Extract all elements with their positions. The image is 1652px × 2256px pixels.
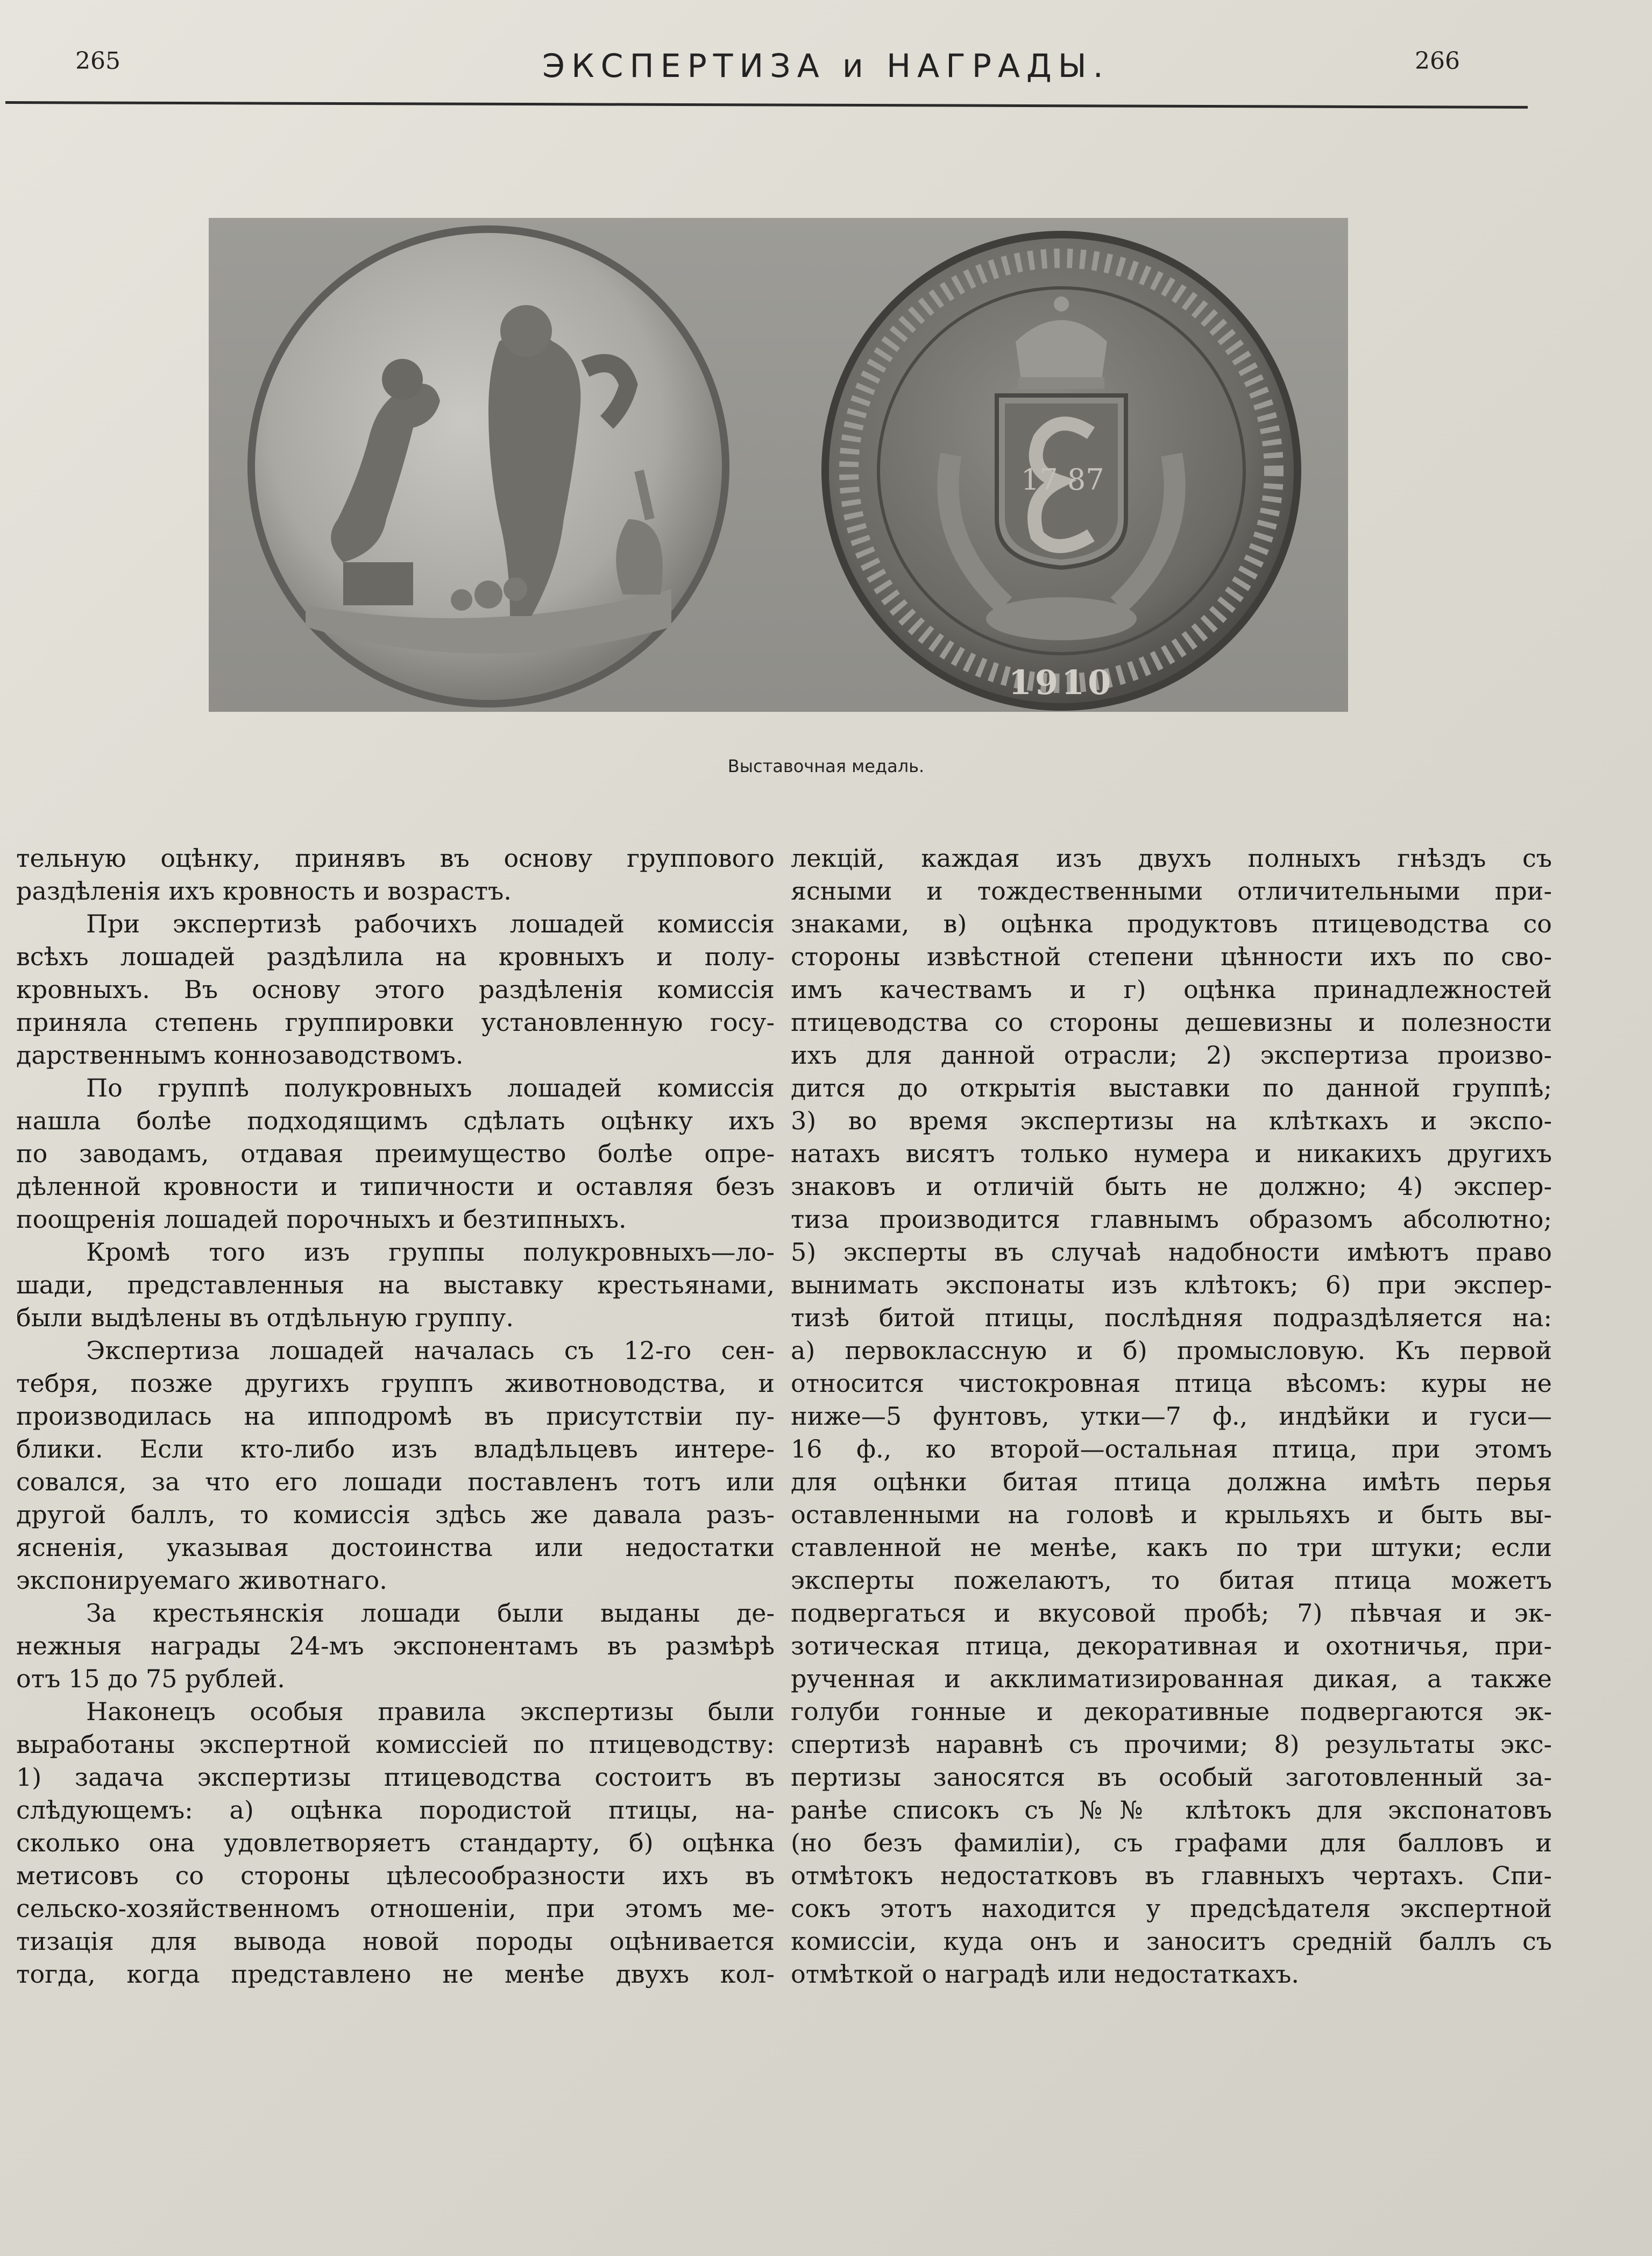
text-line: рученная и акклиматизированная дикая, а также [791, 1664, 1552, 1693]
text-line: для оцѣнки битая птица должна имѣть перья [791, 1467, 1552, 1496]
text-line: стороны извѣстной степени цѣнности ихъ по сво- [791, 942, 1552, 971]
text-line: тизація для вывода новой породы оцѣнивается [16, 1927, 775, 1956]
medal-reverse [821, 231, 1301, 711]
text-line: кровныхъ. Въ основу этого раздѣленія комиссія [16, 975, 775, 1004]
text-line: тизѣ битой птицы, послѣдняя подраздѣляется на: [791, 1303, 1552, 1332]
text-line: При экспертизѣ рабочихъ лошадей комиссія [86, 909, 775, 938]
text-line: тебря, позже другихъ группъ животноводства, и [16, 1369, 775, 1398]
text-line: спертизѣ наравнѣ съ прочими; 8) результаты экс- [791, 1730, 1552, 1759]
medal-date: 1910 [1008, 663, 1115, 702]
text-line: поощренія лошадей порочныхъ и безтипныхъ. [16, 1205, 627, 1234]
text-line: тиза производится главнымъ образомъ абсолютно; [791, 1205, 1552, 1234]
right-text-column [791, 842, 1552, 1991]
text-line: нашла болѣе подходящимъ сдѣлать оцѣнку ихъ [16, 1106, 775, 1135]
text-line: Наконецъ особыя правила экспертизы были [86, 1697, 775, 1726]
text-line: выработаны экспертной комиссіей по птицеводству: [16, 1730, 775, 1759]
text-line: сколько она удовлетворяетъ стандарту, б) оцѣнка [16, 1828, 775, 1857]
text-line: всѣхъ лошадей раздѣлила на кровныхъ и полу- [16, 942, 775, 971]
text-line: За крестьянскія лошади были выданы де- [86, 1599, 775, 1628]
text-line: ставленной не менѣе, какъ по три штуки; если [791, 1533, 1552, 1562]
text-line: По группѣ полукровныхъ лошадей комиссія [86, 1073, 775, 1102]
running-title: ЭКСПЕРТИЗА и НАГРАДЫ. [542, 47, 1110, 85]
text-line: тогда, когда представлено не менѣе двухъ кол- [16, 1960, 775, 1989]
text-line: пертизы заносятся въ особый заготовленный за- [791, 1763, 1552, 1792]
text-line: производилась на ипподромѣ въ присутствіи пу- [16, 1402, 775, 1431]
text-line: по заводамъ, отдавая преимущество болѣе опре- [16, 1139, 775, 1168]
text-line: приняла степень группировки установленную госу- [16, 1008, 775, 1037]
text-line: слѣдующемъ: а) оцѣнка породистой птицы, на- [16, 1795, 775, 1824]
text-line: Кромѣ того изъ группы полукровныхъ—ло- [86, 1237, 775, 1267]
text-line: сокъ этотъ находится у предсѣдателя экспертной [791, 1894, 1552, 1923]
text-line: относится чистокровная птица вѣсомъ: куры не [791, 1369, 1552, 1398]
text-line: дится до открытія выставки по данной группѣ; [791, 1073, 1552, 1102]
text-line: ясненія, указывая достоинства или недостатки [16, 1533, 775, 1562]
text-line: тельную оцѣнку, принявъ въ основу группового [16, 844, 775, 873]
text-line: оставленными на головѣ и крыльяхъ и быть вы- [791, 1500, 1552, 1529]
text-line: вынимать экспонаты изъ клѣтокъ; 6) при экспер- [791, 1270, 1552, 1299]
text-line: отъ 15 до 75 рублей. [16, 1664, 285, 1693]
text-line: блики. Если кто-либо изъ владѣльцевъ интере- [16, 1434, 775, 1463]
text-line: экспонируемаго животнаго. [16, 1566, 387, 1595]
text-line: ранѣе списокъ съ №№ клѣтокъ для экспонатовъ [791, 1795, 1552, 1824]
text-line: сельско-хозяйственномъ отношеніи, при этомъ ме- [16, 1894, 775, 1923]
text-line: ихъ для данной отрасли; 2) экспертиза произво- [791, 1041, 1552, 1070]
text-line: были выдѣлены въ отдѣльную группу. [16, 1303, 514, 1332]
text-line: лекцій, каждая изъ двухъ полныхъ гнѣздъ съ [791, 844, 1552, 873]
text-line: 3) во время экспертизы на клѣткахъ и экспо- [791, 1106, 1552, 1135]
left-text-column [16, 842, 775, 1991]
text-line: комиссіи, куда онъ и заноситъ средній баллъ съ [791, 1927, 1552, 1956]
page-number-left: 265 [75, 47, 120, 75]
text-line: 16 ф., ко второй—остальная птица, при этомъ [791, 1434, 1552, 1463]
text-line: шади, представленныя на выставку крестьянами, [16, 1270, 775, 1299]
text-line: раздѣленія ихъ кровность и возрастъ. [16, 876, 512, 906]
text-line: имъ качествамъ и г) оцѣнка принадлежностей [791, 975, 1552, 1004]
text-line: Экспертиза лошадей началась съ 12-го сен- [86, 1336, 775, 1365]
text-line: дѣленной кровности и типичности и оставляя безъ [16, 1172, 775, 1201]
text-line: отмѣткой о наградѣ или недостаткахъ. [791, 1960, 1300, 1989]
text-line: совался, за что его лошади поставленъ тотъ или [16, 1467, 775, 1496]
text-line: 5) эксперты въ случаѣ надобности имѣютъ право [791, 1237, 1552, 1267]
text-line: нежныя награды 24-мъ экспонентамъ въ размѣрѣ [16, 1631, 775, 1660]
text-line: знаковъ и отличій быть не должно; 4) экспер- [791, 1172, 1552, 1201]
text-line: подвергаться и вкусовой пробѣ; 7) пѣвчая и эк- [791, 1599, 1552, 1628]
text-line: знаками, в) оцѣнка продуктовъ птицеводства со [791, 909, 1552, 938]
figure-caption: Выставочная медаль. [727, 756, 925, 776]
text-line: дарственнымъ коннозаводствомъ. [16, 1041, 464, 1070]
text-line: отмѣтокъ недостатковъ въ главныхъ чертахъ. Спи- [791, 1861, 1552, 1890]
text-line: эксперты пожелаютъ, то битая птица можетъ [791, 1566, 1552, 1595]
text-line: другой баллъ, то комиссія здѣсь же давала разъ- [16, 1500, 775, 1529]
text-line: а) первоклассную и б) промысловую. Къ первой [791, 1336, 1552, 1365]
text-line: ясными и тождественными отличительными при- [791, 876, 1552, 906]
medal-obverse [247, 225, 729, 708]
text-line: натахъ висятъ только нумера и никакихъ другихъ [791, 1139, 1552, 1168]
monogram-digits: 17 87 [1021, 463, 1104, 497]
header-rule [5, 101, 1528, 109]
text-line: зотическая птица, декоративная и охотничья, при- [791, 1631, 1552, 1660]
text-line: голуби гонные и декоративные подвергаются эк- [791, 1697, 1552, 1726]
text-line: 1) задача экспертизы птицеводства состоитъ въ [16, 1763, 775, 1792]
text-line: (но безъ фамиліи), съ графами для балловъ и [791, 1828, 1552, 1857]
text-line: птицеводства со стороны дешевизны и полезности [791, 1008, 1552, 1037]
text-line: ниже—5 фунтовъ, утки—7 ф., индѣйки и гуси— [791, 1402, 1552, 1431]
page-number-right: 266 [1415, 47, 1460, 75]
medal-illustration [209, 218, 1348, 712]
text-line: метисовъ со стороны цѣлесообразности ихъ въ [16, 1861, 775, 1890]
